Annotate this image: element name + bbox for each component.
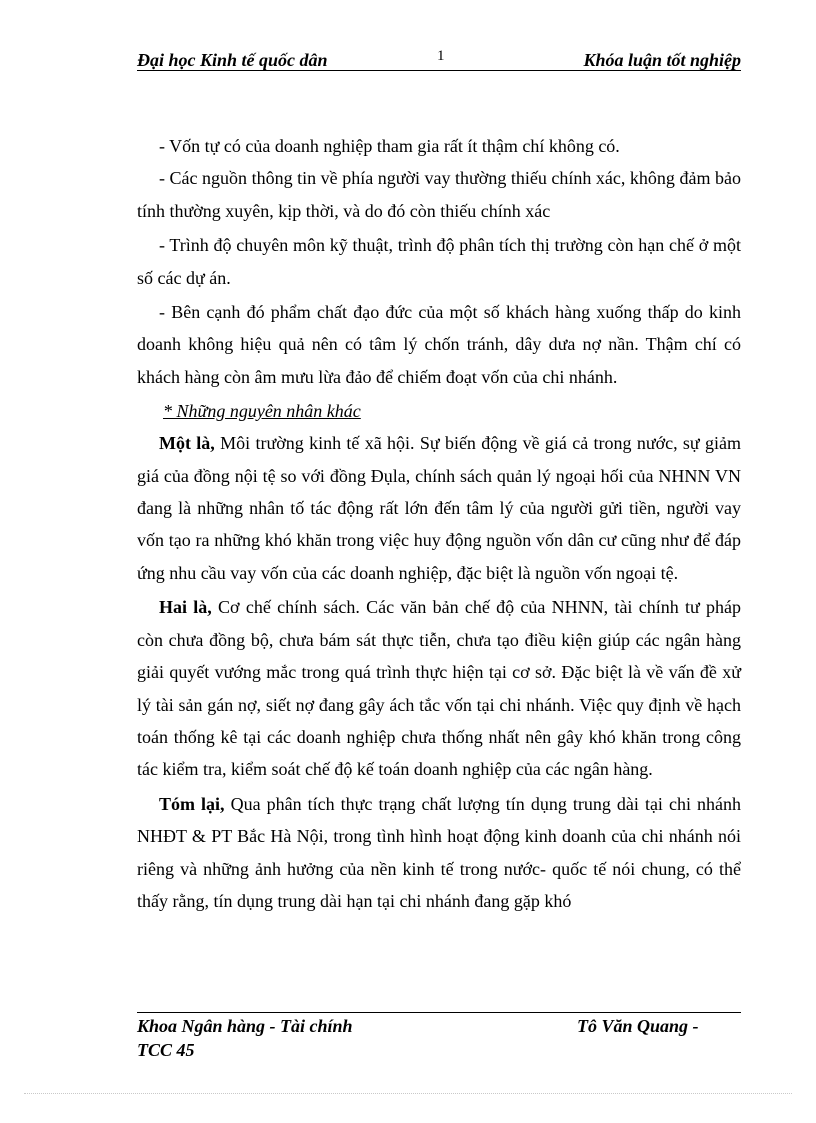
- paragraph-1: - Vốn tự có của doanh nghiệp tham gia rất ít thậm chí không có.: [159, 136, 620, 156]
- subheading-other-causes: [137, 395, 741, 427]
- page-edge-divider: [24, 1093, 792, 1094]
- header-thesis-title: Khóa luận tốt nghiệp: [583, 50, 741, 70]
- section-mot-la: [137, 427, 741, 589]
- section-lead: Một là,: [159, 433, 215, 454]
- footer-author: Tô Văn Quang -: [577, 1016, 699, 1036]
- paragraph-4: - Bên cạnh đó phẩm chất đạo đức của một số khách hàng xuống thấp do kinh doanh không hiệu quả nên có tâm lý chốn tránh, dây dưa nợ nần. Thậm chí có khách hàng còn âm mưu lừa đảo để chiếm đoạt vốn của chi nhánh.: [137, 302, 741, 387]
- footer-class: TCC 45: [137, 1040, 195, 1060]
- footer-divider: [137, 1012, 741, 1013]
- footer-faculty: Khoa Ngân hàng - Tài chính: [137, 1016, 353, 1036]
- paragraph-2: - Các nguồn thông tin về phía người vay thường thiếu chính xác, không đảm bảo tính thường xuyên, kịp thời, và do đó còn thiếu chính xác: [137, 168, 741, 221]
- subheading-text: * Những nguyên nhân khác: [163, 401, 361, 422]
- page-body: [137, 130, 741, 919]
- section-hai-la: [137, 591, 741, 785]
- section-lead: Hai là,: [159, 597, 212, 618]
- paragraph-3: - Trình độ chuyên môn kỹ thuật, trình độ phân tích thị trường còn hạn chế ở một số các dự án.: [137, 235, 741, 288]
- page-header: [137, 48, 741, 71]
- section-text: Cơ chế chính sách. Các văn bản chế độ của NHNN, tài chính tư pháp còn chưa đồng bộ, chưa bám sát thực tiễn, chưa tạo điều kiện giúp các ngân hàng giải quyết vướng mắc trong quá trình thực hiện tại cơ sở. Đặc biệt là về vấn đề xử lý tài sản gán nợ, siết nợ đang gây ách tắc vốn tại chi nhánh. Việc quy định về hạch toán thống kê tại các doanh nghiệp chưa thống nhất nên gây khó khăn trong công tác kiểm tra, kiểm soát chế độ kế toán doanh nghiệp của các ngân hàng.: [137, 597, 741, 780]
- section-tom-lai: [137, 788, 741, 918]
- header-page-number: 1: [437, 48, 445, 64]
- section-text: Qua phân tích thực trạng chất lượng tín dụng trung dài tại chi nhánh NHĐT & PT Bắc Hà Nội, trong tình hình hoạt động kinh doanh của chi nhánh nói riêng và những ảnh hưởng của nền kinh tế trong nước- quốc tế nói chung, có thể thấy rằng, tín dụng trung dài hạn tại chi nhánh đang gặp khó: [137, 793, 741, 911]
- section-lead: Tóm lại,: [159, 793, 225, 814]
- header-university: Đại học Kinh tế quốc dân: [137, 50, 328, 70]
- section-text: Môi trường kinh tế xã hội. Sự biến động về giá cả trong nước, sự giảm giá của đồng nội tệ so với đồng Đụla, chính sách quản lý ngoại hối của NHNN VN đang là những nhân tố tác động rất lớn đến tâm lý của người gửi tiền, người vay vốn tạo ra những khó khăn trong việc huy động nguồn vốn dân cư cũng như để đáp ứng nhu cầu vay vốn của các doanh nghiệp, đặc biệt là nguồn vốn ngoại tệ.: [137, 433, 742, 583]
